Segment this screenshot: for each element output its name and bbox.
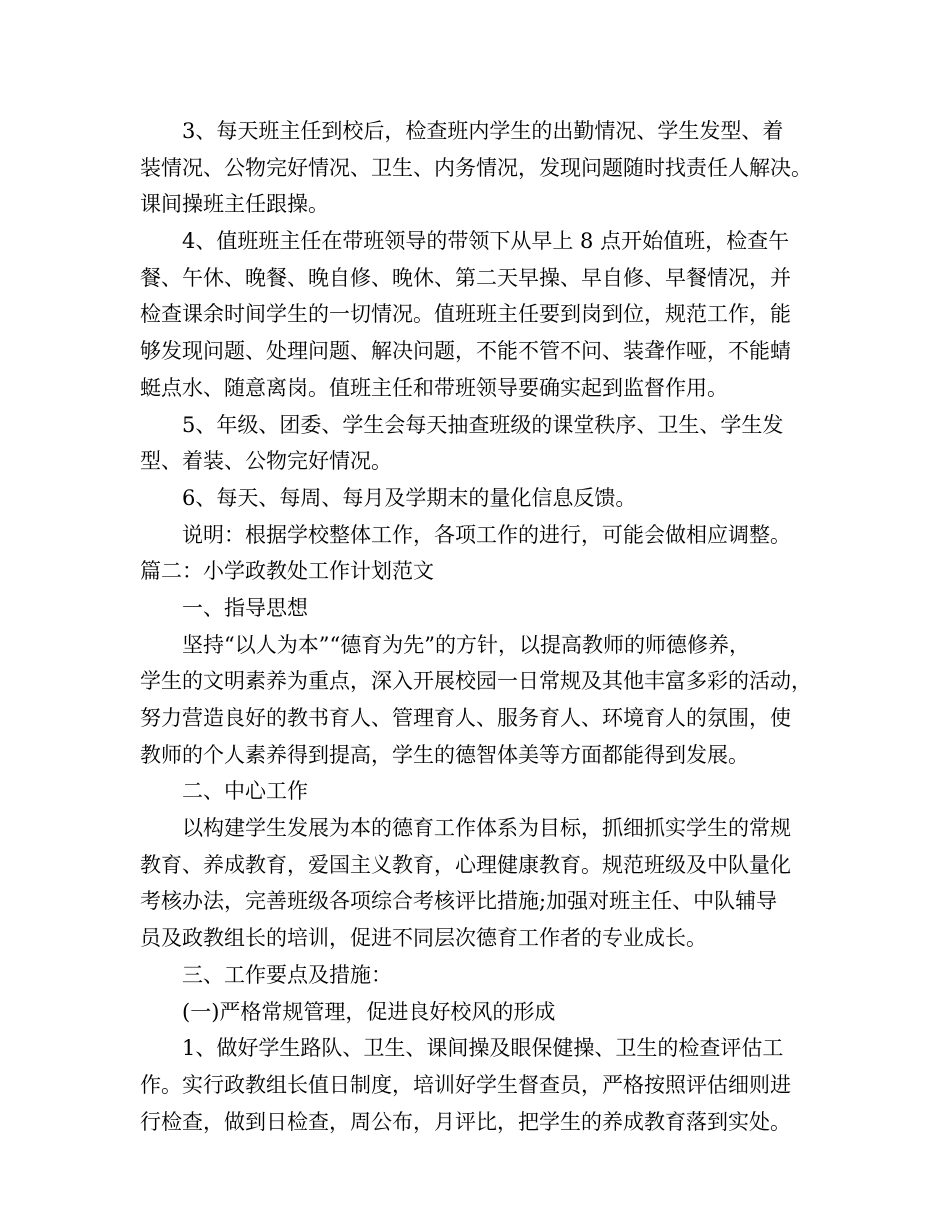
text-line: 3、每天班主任到校后，检查班内学生的出勤情况、学生发型、着 (182, 119, 784, 143)
text-line: 4、值班班主任在带班领导的带领下从早上 8 点开始值班，检查午 (182, 229, 790, 254)
text-line: 够发现问题、处理问题、解决问题，不能不管不问、装聋作哑，不能蜻 (140, 339, 791, 364)
section-heading: 一、指导思想 (182, 595, 308, 620)
text-line: 行检查，做到日检查，周公布，月评比，把学生的养成教育落到实处。 (140, 1109, 791, 1134)
text-line: 检查课余时间学生的一切情况。值班班主任要到岗到位，规范工作，能 (140, 302, 791, 327)
section-heading: 二、中心工作 (182, 779, 308, 804)
text-line: 5、年级、团委、学生会每天抽查班级的课堂秩序、卫生、学生发 (182, 412, 784, 437)
document-body (140, 113, 810, 1140)
section-heading: 三、工作要点及措施： (182, 962, 392, 987)
text-line: 装情况、公物完好情况、卫生、内务情况，发现问题随时找责任人解决。 (140, 155, 812, 180)
text-line: 教育、养成教育，爱国主义教育，心理健康教育。规范班级及中队量化 (140, 852, 791, 877)
text-line: 员及政教组长的培训，促进不同层次德育工作者的专业成长。 (140, 926, 707, 951)
text-line: 1、做好学生路队、卫生、课间操及眼保健操、卫生的检查评估工 (182, 1036, 784, 1061)
text-line: 教师的个人素养得到提高，学生的德智体美等方面都能得到发展。 (140, 742, 749, 767)
text-line: 学生的文明素养为重点，深入开展校园一日常规及其他丰富多彩的活动， (140, 669, 812, 694)
text-line: 努力营造良好的教书育人、管理育人、服务育人、环境育人的氛围，使 (140, 706, 791, 730)
text-line: 以构建学生发展为本的德育工作体系为目标，抓细抓实学生的常规 (182, 816, 791, 841)
text-line: 蜓点水、随意离岗。值班主任和带班领导要确实起到监督作用。 (140, 375, 728, 400)
text-line: 坚持“以人为本”“德育为先”的方针，以提高教师的师德修养， (182, 632, 750, 657)
text-line: 课间操班主任跟操。 (140, 192, 329, 217)
text-line: 作。实行政教组长值日制度，培训好学生督查员，严格按照评估细则进 (140, 1072, 791, 1097)
text-line: 说明：根据学校整体工作，各项工作的进行，可能会做相应调整。 (182, 522, 791, 547)
text-line: 型、着装、公物完好情况。 (140, 449, 392, 474)
text-line: 餐、午休、晚餐、晚自修、晚休、第二天早操、早自修、早餐情况，并 (140, 265, 791, 290)
text-line: 考核办法，完善班级各项综合考核评比措施;加强对班主任、中队辅导 (140, 889, 778, 914)
section-title: 篇二：小学政教处工作计划范文 (140, 559, 434, 584)
subsection-heading: (一)严格常规管理，促进良好校风的形成 (182, 999, 556, 1024)
text-line: 6、每天、每周、每月及学期末的量化信息反馈。 (182, 485, 637, 510)
